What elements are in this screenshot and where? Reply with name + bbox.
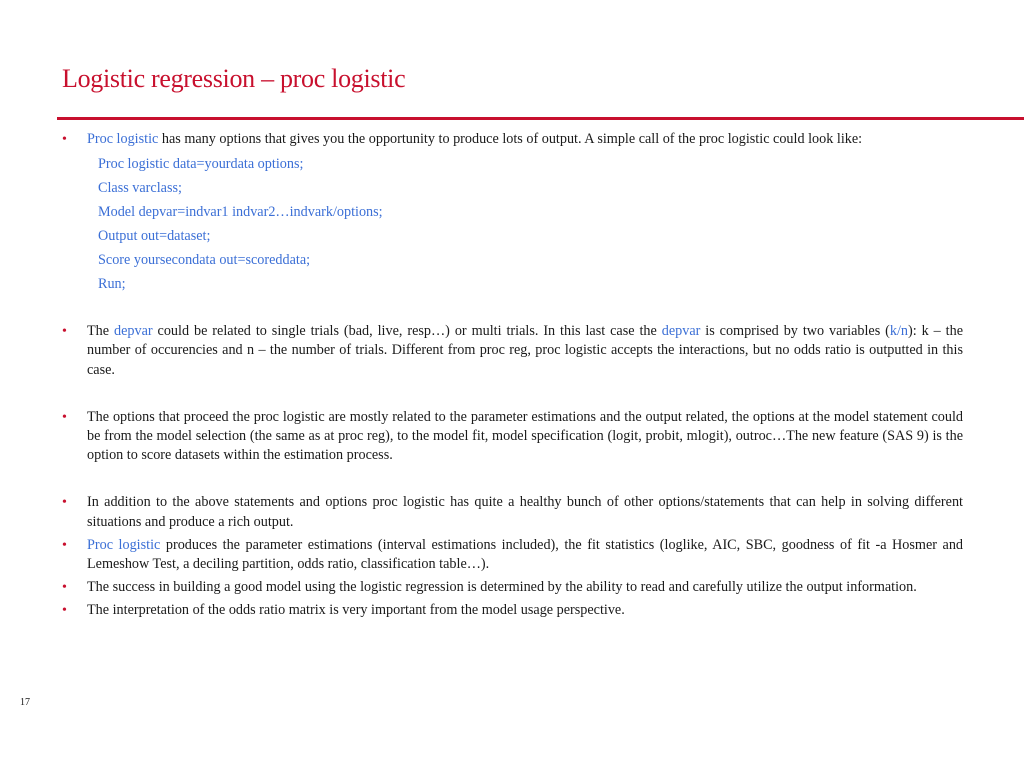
bullet-icon: • xyxy=(62,537,67,553)
code-line: Model depvar=indvar1 indvar2…indvark/options; xyxy=(98,204,383,221)
title-divider xyxy=(57,117,1024,120)
bullet-icon: • xyxy=(62,580,67,596)
code-example xyxy=(62,149,963,296)
keyword-proc-logistic: Proc logistic xyxy=(87,131,159,147)
code-line: Score yoursecondata out=scoreddata; xyxy=(98,252,311,269)
bullet-icon: • xyxy=(62,603,67,619)
bullet-item xyxy=(62,601,963,620)
bullet-item xyxy=(62,130,963,149)
bullet-icon: • xyxy=(62,324,67,340)
bullet-text: ): k – the number of occurencies and n – the number of trials. Different from proc reg, proc logistic accepts the interactions, but no odds ratio is outputted in this case. xyxy=(87,323,964,378)
slide-content xyxy=(62,130,963,621)
bullet-item xyxy=(62,578,963,597)
bullet-text: could be related to single trials (bad, live, resp…) or multi trials. In this last case the xyxy=(152,323,662,340)
bullet-text: is comprised by two variables ( xyxy=(700,323,890,340)
bullet-text: The options that proceed the proc logistic are mostly related to the parameter estimations and the output related, the options at the model statement could be from the model selection (the same as at proc reg), to the model fit, model specification (logit, probit, mlogit), outroc…The new feature (SAS 9) is the option to score datasets within the estimation process. xyxy=(87,408,963,464)
code-line: Class varclass; xyxy=(98,180,182,197)
bullet-item xyxy=(62,493,963,531)
bullet-text: has many options that gives you the opportunity to produce lots of output. A simple call of the proc logistic could look like: xyxy=(158,131,863,147)
bullet-item xyxy=(62,536,963,574)
slide-title: Logistic regression – proc logistic xyxy=(62,64,406,93)
bullet-text: In addition to the above statements and options proc logistic has quite a healthy bunch of other options/statements that can help in solving different situations and produce a rich output. xyxy=(87,494,963,530)
keyword-k-n: k/n xyxy=(889,323,909,340)
code-line: Output out=dataset; xyxy=(98,228,211,245)
bullet-item xyxy=(62,408,963,466)
bullet-text: The interpretation of the odds ratio matrix is very important from the model usage perspective. xyxy=(87,602,625,619)
keyword-depvar: depvar xyxy=(114,323,153,340)
bullet-icon: • xyxy=(62,495,67,511)
keyword-depvar: depvar xyxy=(661,323,701,340)
code-line: Run; xyxy=(98,276,126,293)
bullet-text: The xyxy=(87,323,114,340)
code-line: Proc logistic data=yourdata options; xyxy=(98,156,304,173)
bullet-item xyxy=(62,322,963,380)
bullet-icon: • xyxy=(62,132,67,147)
bullet-icon: • xyxy=(62,409,67,425)
page-number: 17 xyxy=(20,697,30,708)
bullet-text: produces the parameter estimations (interval estimations included), the fit statistics (loglike, AIC, SBC, goodness of fit -a Hosmer and Lemeshow Test, a deciling partition, odds ratio, classification table…). xyxy=(87,536,964,573)
keyword-proc-logistic: Proc logistic xyxy=(87,536,161,553)
bullet-text: The success in building a good model using the logistic regression is determined by the ability to read and carefully utilize the output information. xyxy=(87,579,917,596)
